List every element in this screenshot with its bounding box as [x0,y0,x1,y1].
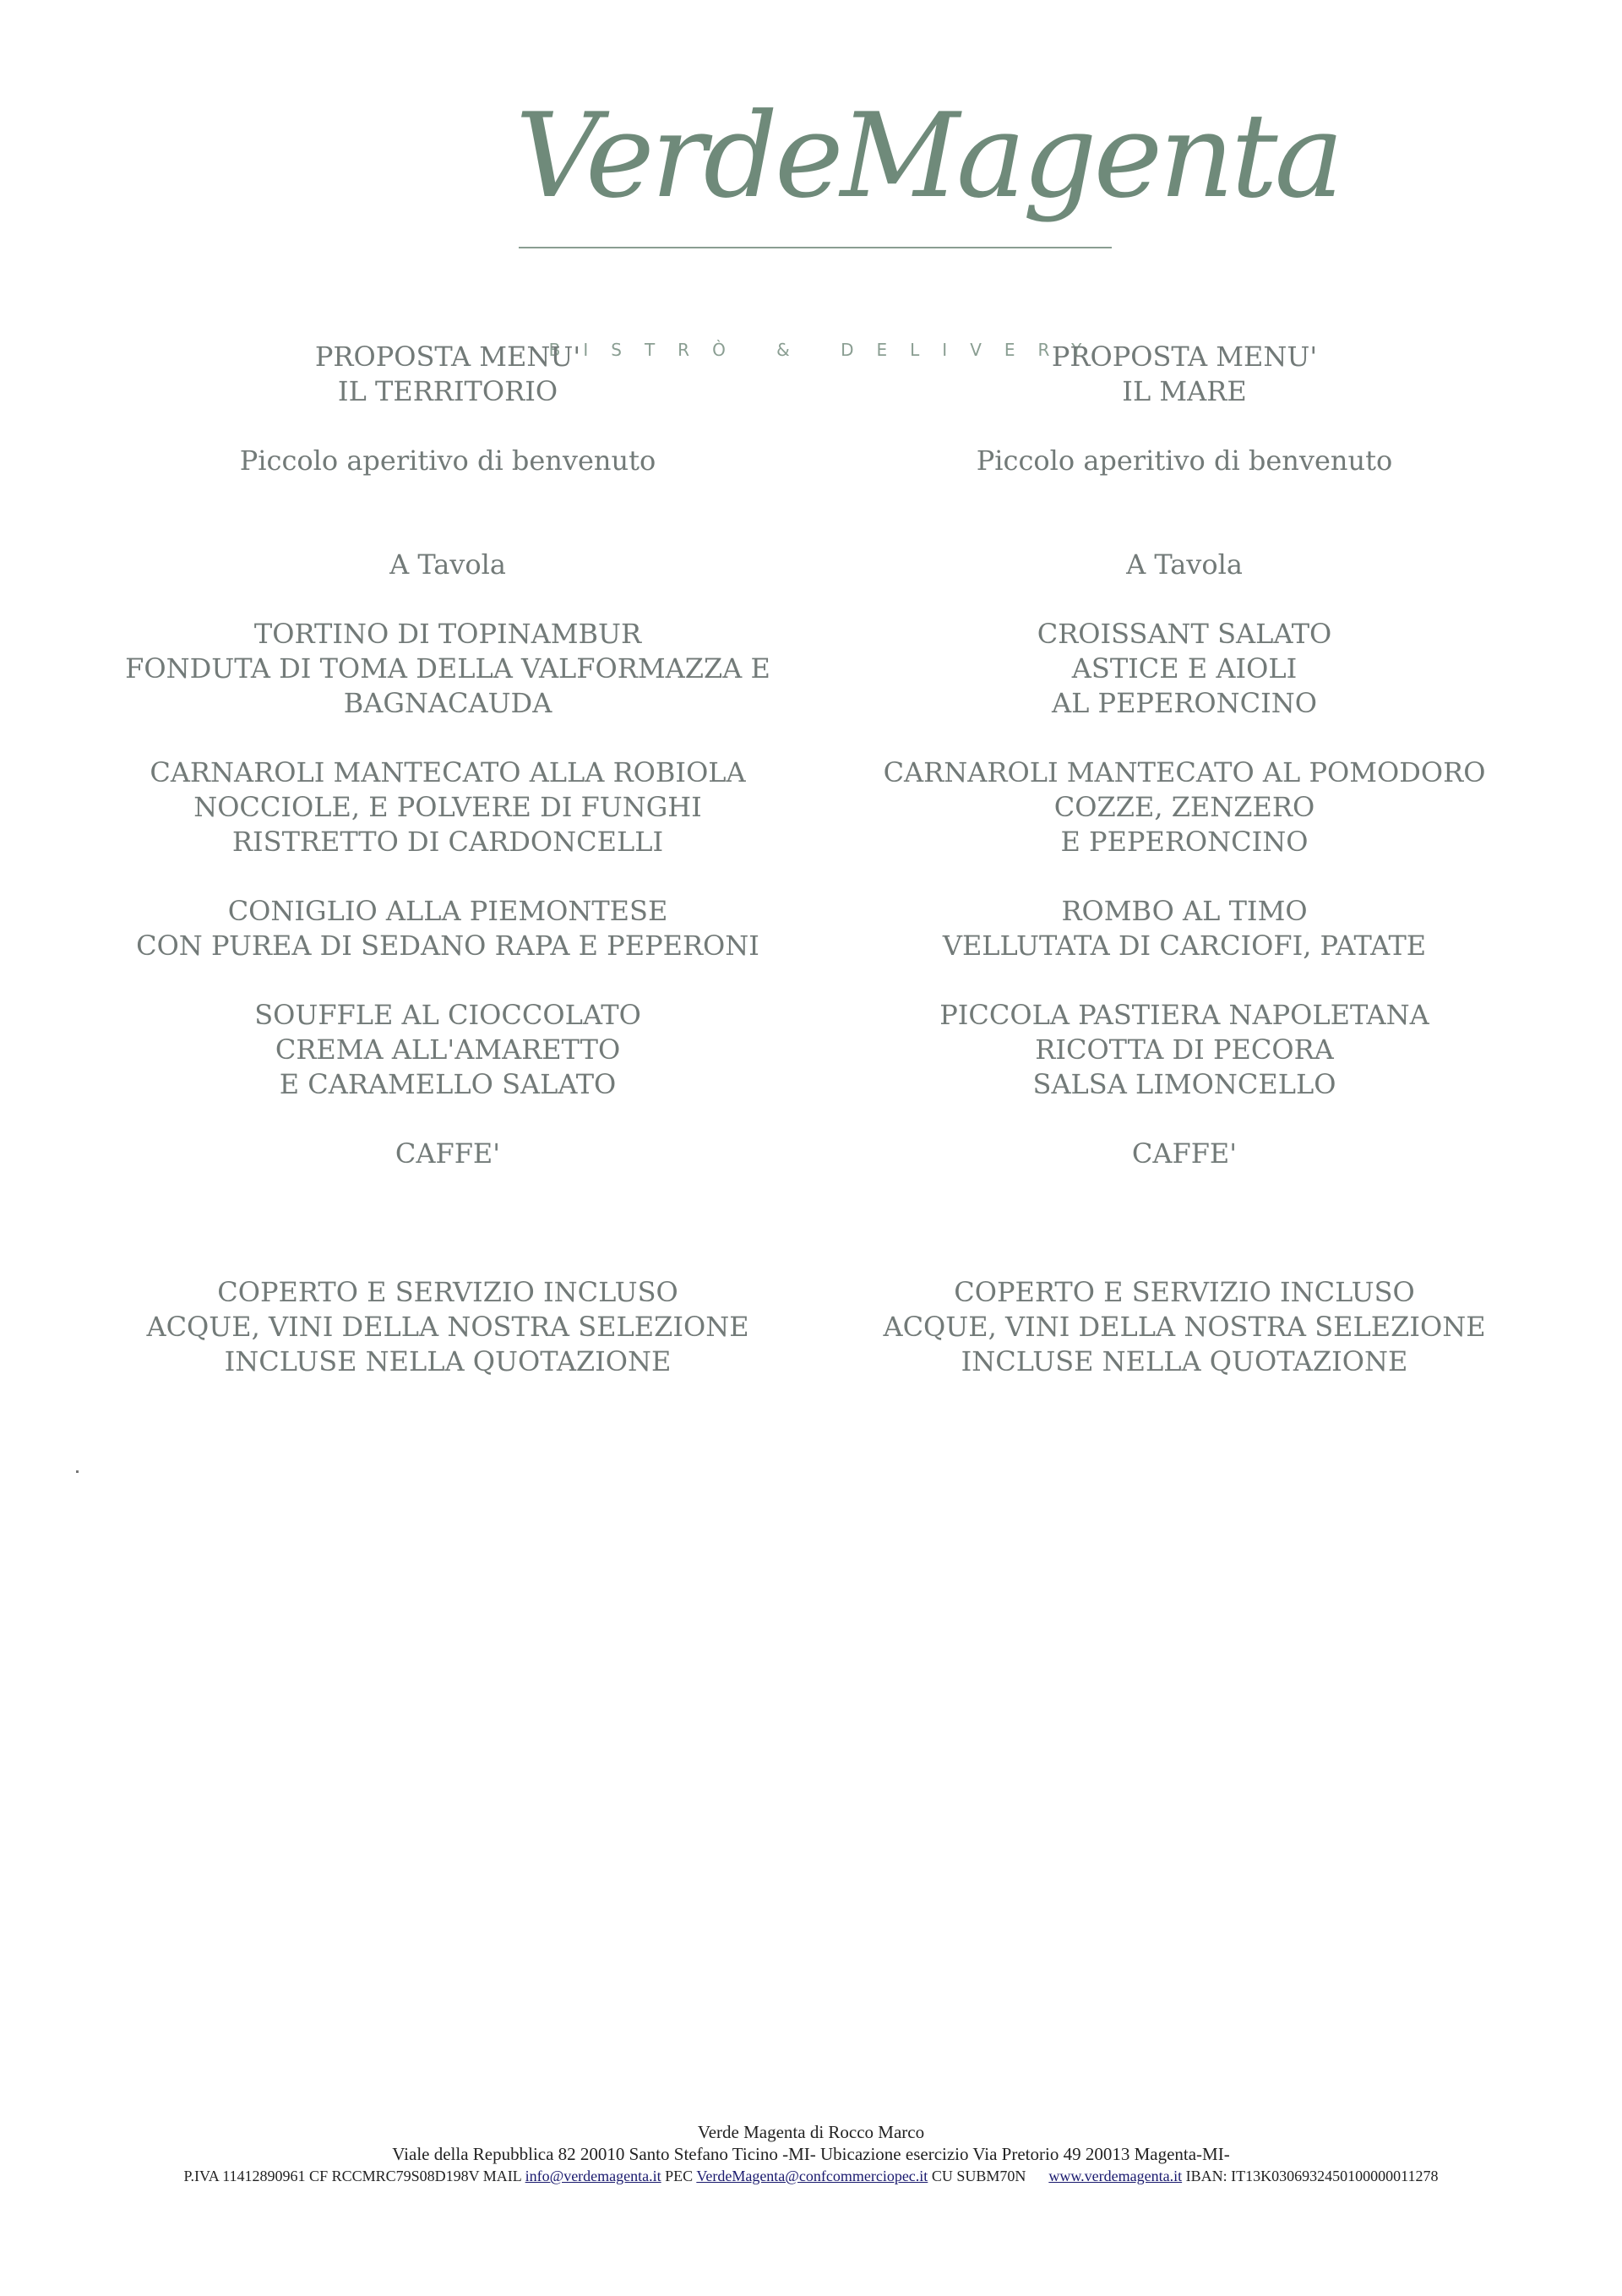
footer-address: Viale della Repubblica 82 20010 Santo Stefano Ticino -MI- Ubicazione esercizio Via Pretorio 49 20013 Magenta-MI- [392,2144,1230,2164]
menu-section: A Tavola [389,548,506,581]
course-line: ROMBO AL TIMO [1061,895,1308,927]
course-line: CAFFE' [395,1137,501,1170]
menu-subtitle: IL TERRITORIO [337,375,558,407]
course-line: TORTINO DI TOPINAMBUR [253,618,642,650]
course-line: E PEPERONCINO [1060,826,1309,858]
course-line: CARNAROLI MANTECATO ALLA ROBIOLA [150,756,746,788]
footer-web-link[interactable]: www.verdemagenta.it [1048,2168,1183,2184]
footer-cu: CU SUBM70N [931,2168,1026,2184]
course-line: NOCCIOLE, E POLVERE DI FUNGHI [193,791,702,823]
menu-territorio [68,340,828,1379]
footer [0,2121,1622,2187]
footer-legal [0,2165,1622,2187]
note-line: ACQUE, VINI DELLA NOSTRA SELEZIONE [883,1311,1486,1343]
logo-tagline: BISTRÒ & DELIVERY [548,340,1105,360]
course-line: CAFFE' [1131,1137,1238,1170]
footer-piva: P.IVA 11412890961 CF RCCMRC79S08D198V MAIL [183,2168,522,2184]
logo-divider [519,247,1112,248]
menu-welcome: Piccolo aperitivo di benvenuto [239,444,656,477]
menu-welcome: Piccolo aperitivo di benvenuto [976,444,1393,477]
course-line: SOUFFLE AL CIOCCOLATO [254,999,641,1031]
menu-mare [804,340,1565,1379]
note-line: INCLUSE NELLA QUOTAZIONE [224,1345,672,1377]
course-line: VELLUTATA DI CARCIOFI, PATATE [942,930,1427,962]
course-line: BAGNACAUDA [343,687,552,719]
course-line: ASTICE E AIOLI [1071,652,1298,684]
course-line: RICOTTA DI PECORA [1035,1033,1334,1066]
course-line: FONDUTA DI TOMA DELLA VALFORMAZZA E [125,652,770,684]
course-line: CON PUREA DI SEDANO RAPA E PEPERONI [136,930,759,962]
note-line: INCLUSE NELLA QUOTAZIONE [961,1345,1408,1377]
course-line: COZZE, ZENZERO [1053,791,1315,823]
course-line: CROISSANT SALATO [1037,618,1332,650]
course-line: RISTRETTO DI CARDONCELLI [231,826,664,858]
course-line: E CARAMELLO SALATO [279,1068,617,1100]
course-line: SALSA LIMONCELLO [1032,1068,1336,1100]
course-line: AL PEPERONCINO [1052,687,1317,719]
course-line: PICCOLA PASTIERA NAPOLETANA [939,999,1429,1031]
course-line: CARNAROLI MANTECATO AL POMODORO [883,756,1486,788]
footer-pec-link[interactable]: VerdeMagenta@confcommerciopec.it [696,2168,928,2184]
course-line: CONIGLIO ALLA PIEMONTESE [227,895,668,927]
footer-company: Verde Magenta di Rocco Marco [697,2122,925,2142]
note-line: COPERTO E SERVIZIO INCLUSO [954,1276,1415,1308]
note-line: ACQUE, VINI DELLA NOSTRA SELEZIONE [146,1311,749,1343]
logo-wordmark: VerdeMagenta [515,88,1341,224]
stray-dot [76,1470,79,1473]
menu-title: PROPOSTA MENU' [314,341,581,373]
footer-mail-link[interactable]: info@verdemagenta.it [525,2168,661,2184]
menu-title: PROPOSTA MENU' [1051,341,1318,373]
menu-subtitle: IL MARE [1122,375,1247,407]
menu-section: A Tavola [1126,548,1243,581]
course-line: CREMA ALL'AMARETTO [275,1033,621,1066]
footer-pec-label: PEC [665,2168,694,2184]
note-line: COPERTO E SERVIZIO INCLUSO [217,1276,678,1308]
footer-iban: IBAN: IT13K0306932450100000011278 [1185,2168,1439,2184]
